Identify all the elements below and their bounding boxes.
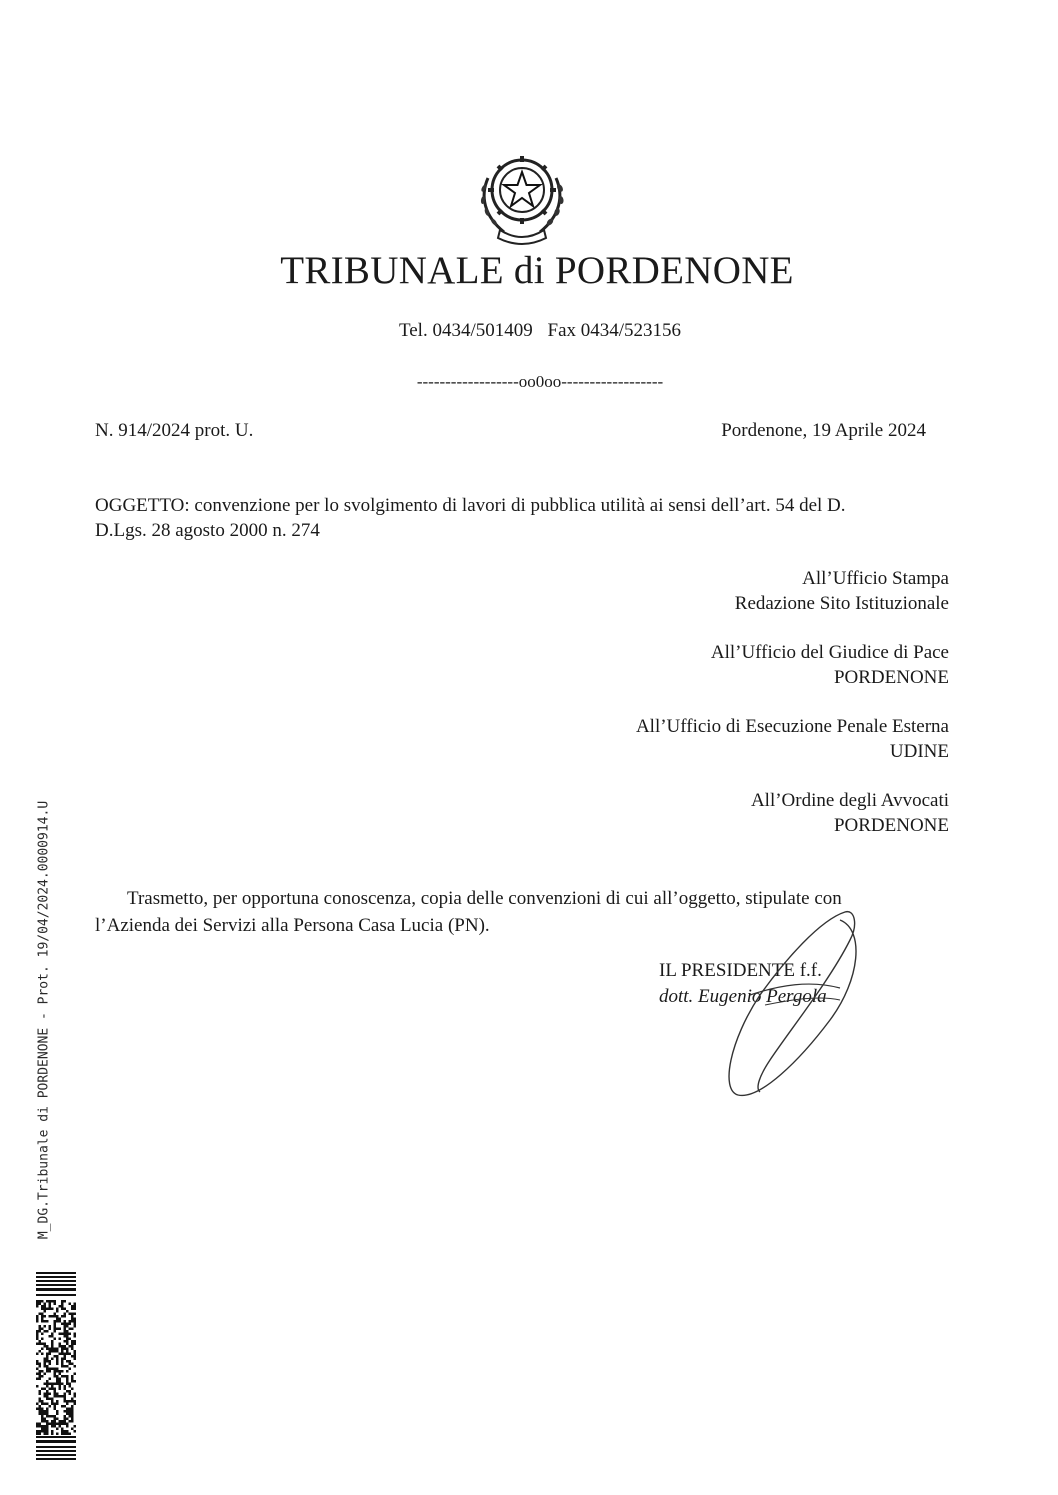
- recipient-detail: Redazione Sito Istituzionale: [734, 593, 949, 614]
- recipients-list: [636, 566, 949, 862]
- recipient-office: All’Ufficio Stampa: [802, 568, 949, 589]
- header-separator: ------------------oo0oo------------------: [416, 372, 664, 391]
- recipient-entry: [636, 640, 949, 690]
- recipient-office: All’Ordine degli Avvocati: [750, 790, 949, 811]
- body-line: Trasmetto, per opportuna conoscenza, copia delle convenzioni di cui all’oggetto, stipulate con: [127, 888, 842, 909]
- protocol-side-stamp: [26, 780, 62, 1260]
- telephone-number: Tel. 0434/501409: [398, 320, 533, 341]
- italian-republic-emblem-icon: [474, 148, 570, 248]
- recipient-detail: PORDENONE: [833, 667, 949, 688]
- recipient-detail: UDINE: [889, 741, 949, 762]
- recipient-entry: [636, 714, 949, 764]
- recipient-entry: [636, 566, 949, 616]
- contact-line: [0, 320, 1058, 342]
- place-and-date: Pordenone, 19 Aprile 2024: [721, 420, 926, 441]
- protocol-number: N. 914/2024 prot. U.: [95, 420, 254, 441]
- subject-paragraph: [95, 493, 955, 543]
- body-line: l’Azienda dei Servizi alla Persona Casa Lucia (PN).: [95, 915, 490, 936]
- recipient-office: All’Ufficio di Esecuzione Penale Esterna: [635, 716, 949, 737]
- signatory-name: dott. Eugenio Pergola: [659, 986, 827, 1007]
- barcode-icon: [36, 1272, 76, 1462]
- subject-line: OGGETTO: convenzione per lo svolgimento di lavori di pubblica utilità ai sensi dell’art. 54 del D.: [95, 495, 846, 516]
- court-title: TRIBUNALE di PORDENONE: [280, 249, 794, 292]
- handwritten-signature-icon: [690, 900, 870, 1110]
- fax-number: Fax 0434/523156: [547, 320, 682, 341]
- side-stamp-text: M_DG.Tribunale di PORDENONE - Prot. 19/04/2024.0000914.U: [36, 800, 52, 1240]
- signatory-role: IL PRESIDENTE f.f.: [659, 960, 822, 981]
- recipient-entry: [636, 788, 949, 838]
- subject-line: D.Lgs. 28 agosto 2000 n. 274: [95, 520, 320, 541]
- recipient-office: All’Ufficio del Giudice di Pace: [710, 642, 949, 663]
- recipient-detail: PORDENONE: [833, 815, 949, 836]
